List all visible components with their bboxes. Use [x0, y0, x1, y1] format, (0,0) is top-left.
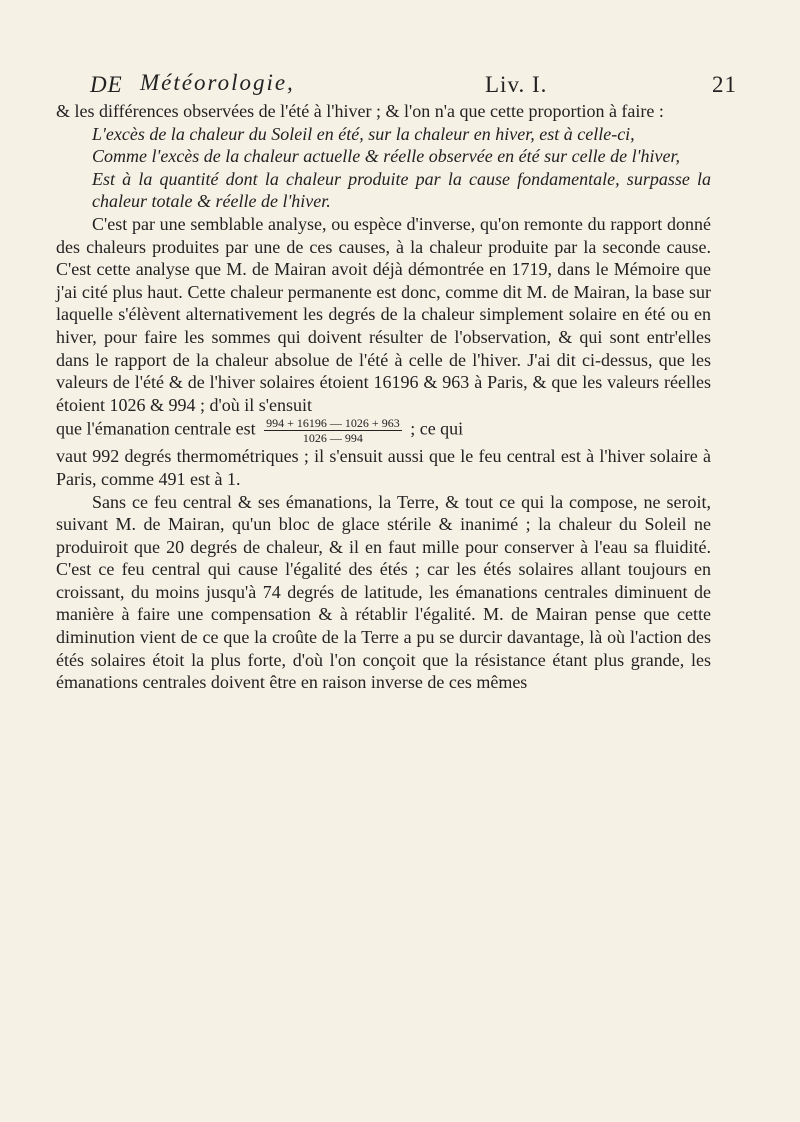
formula-paragraph [56, 416, 711, 445]
paragraph-2: C'est par une semblable analyse, ou espèce d'inverse, qu'on remonte du rapport donné des chaleurs produites par une de ces causes, à la chaleur produite par la seconde cause. C'est cette analyse que M. de Mairan avoit déjà démontrée en 1719, dans le Mémoire que j'ai cité plus haut. Cette chaleur permanente est donc, comme dit M. de Mairan, la base sur laquelle s'élèvent alternativement les degrés de la chaleur simplement solaire en été ou en hiver, pour faire les sommes qui doivent résulter de l'observation, & qui sont entr'elles dans le rapport de la chaleur absolue de l'été à celle de l'hiver. J'ai dit ci-dessus, que les valeurs de l'été & de l'hiver solaires étoient 16196 & 963 à Paris, & que les valeurs réelles étoient 1026 & 994 ; d'où il s'ensuit [56, 213, 711, 415]
paragraph-1: & les différences observées de l'été à l'hiver ; & l'on n'a que cette proportion à faire : [56, 101, 664, 121]
formula-trail-text: ; ce qui [410, 418, 464, 439]
page-number: 21 [712, 72, 737, 97]
fraction-denominator: 1026 — 994 [302, 431, 363, 446]
quote-line-3: Est à la quantité dont la chaleur produite par la cause fondamentale, surpasse la chaleur totale & réelle de l'hiver. [92, 168, 711, 212]
fraction-numerator: 994 + 16196 — 1026 + 963 [266, 416, 400, 431]
paragraph-4: Sans ce feu central & ses émanations, la Terre, & tout ce qui la compose, ne seroit, suivant M. de Mairan, qu'un bloc de glace stérile & inanimé ; la chaleur du Soleil ne produiroit que 20 degrés de chaleur, & il en faut mille pour conserver à l'eau sa fluidité. C'est ce feu central qui cause l'égalité des étés ; car les étés solaires allant toujours en croissant, du moins jusqu'à 74 degrés de latitude, les émanations centrales diminuent de manière à faire une compensation & à rétablir l'égalité. M. de Mairan pense que cette diminution vient de ce que la croûte de la Terre a pu se durcir davantage, là où l'action des étés solaires étoit la plus forte, d'où l'on conçoit que la résistance étant plus grande, les émanations centrales doivent être en raison inverse de ces mêmes [56, 491, 711, 693]
formula-lead-text: que l'émanation centrale est [56, 418, 256, 439]
quote-line-2: Comme l'excès de la chaleur actuelle & réelle observée en été sur celle de l'hiver, [92, 146, 680, 167]
running-head [90, 70, 790, 104]
running-head-de: DE [90, 72, 123, 97]
running-head-book: Liv. I. [485, 72, 548, 97]
running-head-title: Météorologie, [140, 70, 295, 95]
quote-line-1: L'excès de la chaleur du Soleil en été, sur la chaleur en hiver, est à celle-ci, [92, 123, 635, 144]
formula-fraction [264, 416, 402, 445]
body-text [56, 100, 711, 694]
paragraph-3: vaut 992 degrés thermométriques ; il s'ensuit aussi que le feu central est à l'hiver solaire à Paris, comme 491 est à 1. [56, 446, 711, 489]
